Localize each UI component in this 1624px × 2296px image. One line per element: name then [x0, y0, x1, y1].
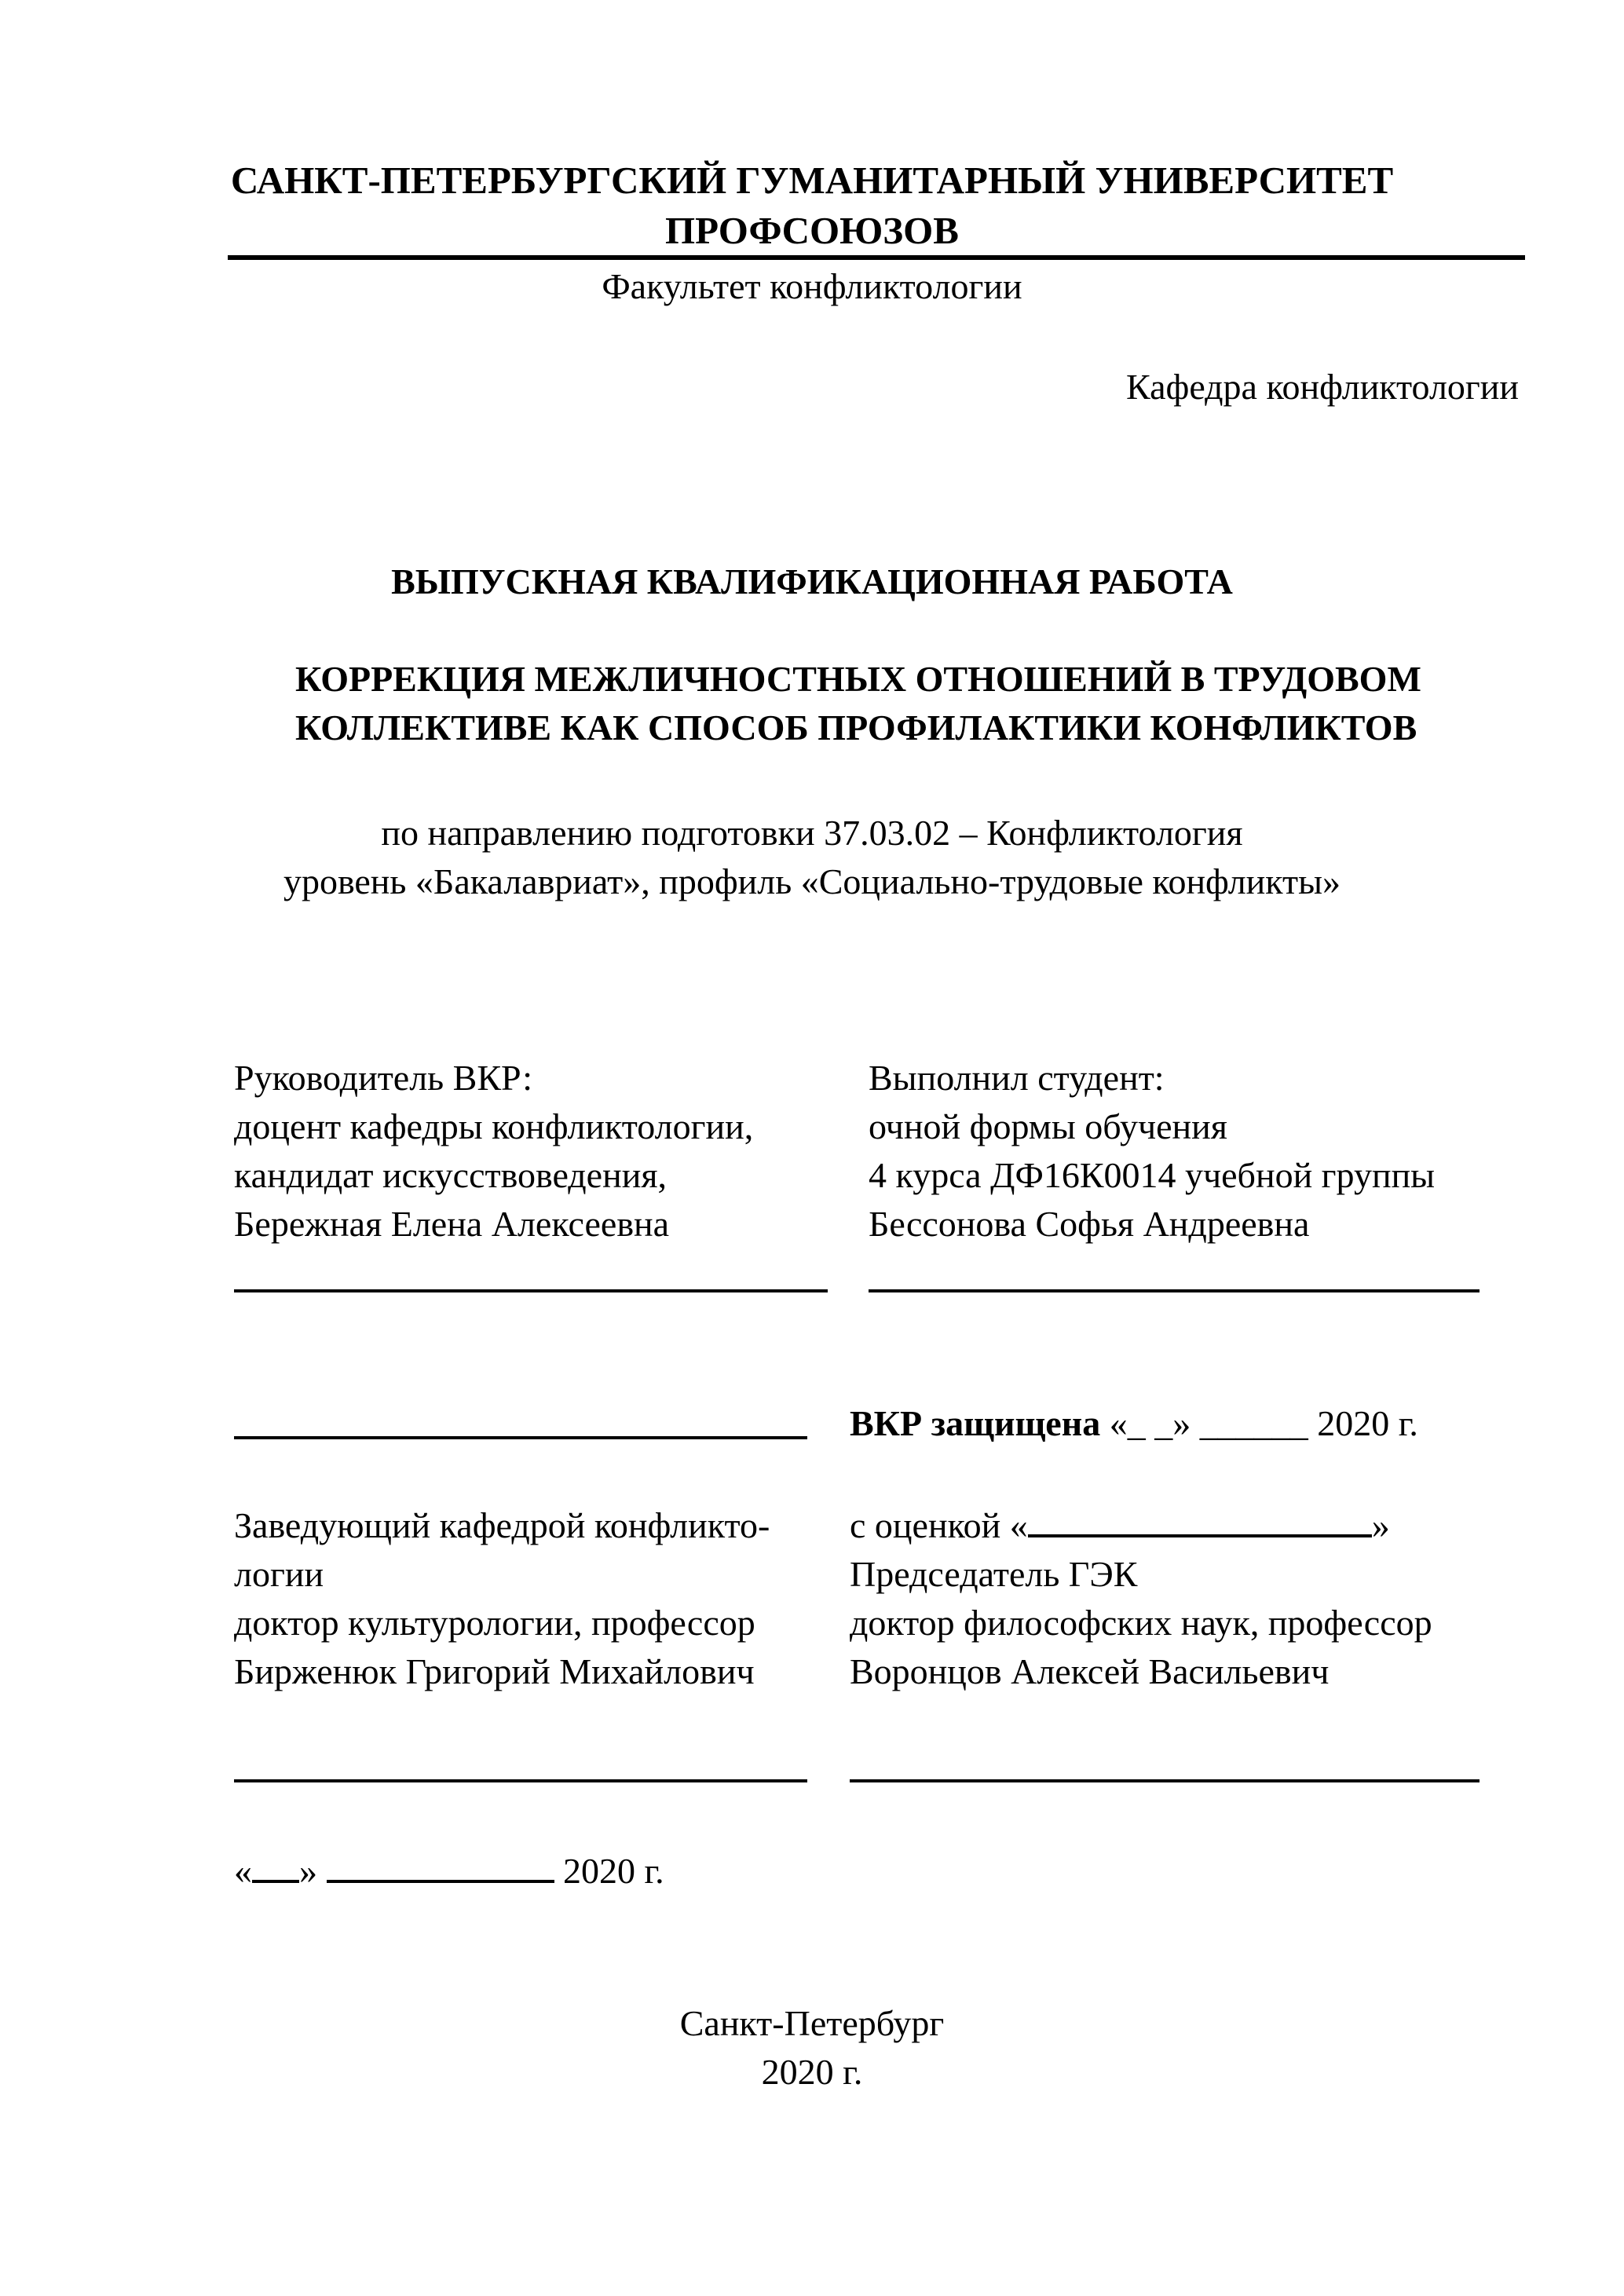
grade-block — [850, 1501, 1432, 1696]
date-day-blank[interactable] — [252, 1848, 299, 1883]
university-name — [0, 155, 1624, 256]
head-label-line1: Заведующий кафедрой конфликто- — [234, 1505, 770, 1545]
date-quote-open: « — [234, 1851, 252, 1891]
study-direction-line2: уровень «Бакалавриат», профиль «Социально-трудовые конфликты» — [283, 861, 1341, 901]
student-study-form: очной формы обучения — [869, 1106, 1227, 1146]
student-block — [869, 1054, 1435, 1249]
grade-line — [850, 1501, 1432, 1550]
date-year: 2020 г. — [563, 1851, 664, 1891]
head-signature-line — [234, 1779, 807, 1782]
student-signature-line — [869, 1289, 1480, 1292]
grade-blank-field[interactable] — [1028, 1503, 1372, 1537]
supervisor-degree: кандидат искусствоведения, — [234, 1155, 667, 1195]
student-name: Бессонова Софья Андреевна — [869, 1204, 1310, 1244]
grade-prefix: с оценкой « — [850, 1505, 1028, 1545]
defended-label: ВКР защищена — [850, 1403, 1101, 1443]
supervisor-position: доцент кафедры конфликтологии, — [234, 1106, 754, 1146]
faculty-name: Факультет конфликтологии — [602, 266, 1022, 306]
university-name-line1: САНКТ-ПЕТЕРБУРГСКИЙ ГУМАНИТАРНЫЙ УНИВЕРСИТЕТ — [230, 159, 1394, 202]
header-divider — [228, 255, 1525, 260]
admission-signature-line — [234, 1436, 807, 1439]
work-type-heading: ВЫПУСКНАЯ КВАЛИФИКАЦИОННАЯ РАБОТА — [391, 561, 1233, 601]
chair-signature-line — [850, 1779, 1480, 1782]
head-signature-date — [234, 1847, 664, 1896]
chair-label: Председатель ГЭК — [850, 1554, 1138, 1594]
city: Санкт-Петербург — [679, 2003, 945, 2043]
study-direction — [0, 809, 1624, 906]
date-month-blank[interactable] — [327, 1848, 554, 1883]
chair-degree: доктор философских наук, профессор — [850, 1603, 1432, 1643]
head-name: Бирженюк Григорий Михайлович — [234, 1651, 755, 1691]
defended-date: «_ _» ______ 2020 г. — [1109, 1403, 1418, 1443]
student-group: 4 курса ДФ16К0014 учебной группы — [869, 1155, 1436, 1195]
supervisor-block — [234, 1054, 753, 1249]
year: 2020 г. — [761, 2052, 863, 2092]
supervisor-label: Руководитель ВКР: — [234, 1058, 533, 1098]
date-quote-close: » — [299, 1851, 317, 1891]
head-label-line2: логии — [234, 1554, 324, 1594]
head-degree: доктор культурологии, профессор — [234, 1603, 755, 1643]
thesis-title-line2: КОЛЛЕКТИВЕ КАК СПОСОБ ПРОФИЛАКТИКИ КОНФЛИКТОВ — [295, 707, 1417, 748]
supervisor-name: Бережная Елена Алексеевна — [234, 1204, 670, 1244]
supervisor-signature-line — [234, 1289, 828, 1292]
head-of-department-block — [234, 1501, 770, 1696]
thesis-title-line1: КОРРЕКЦИЯ МЕЖЛИЧНОСТНЫХ ОТНОШЕНИЙ В ТРУДОВОМ — [295, 659, 1421, 699]
defense-status — [850, 1399, 1418, 1448]
thesis-title — [295, 655, 1505, 752]
student-label: Выполнил студент: — [869, 1058, 1165, 1098]
department-name: Кафедра конфликтологии — [1126, 367, 1519, 407]
grade-suffix: » — [1371, 1505, 1390, 1545]
chair-name: Воронцов Алексей Васильевич — [850, 1651, 1330, 1691]
university-name-line2: ПРОФСОЮЗОВ — [665, 209, 959, 252]
study-direction-line1: по направлению подготовки 37.03.02 – Конфликтология — [381, 813, 1243, 853]
